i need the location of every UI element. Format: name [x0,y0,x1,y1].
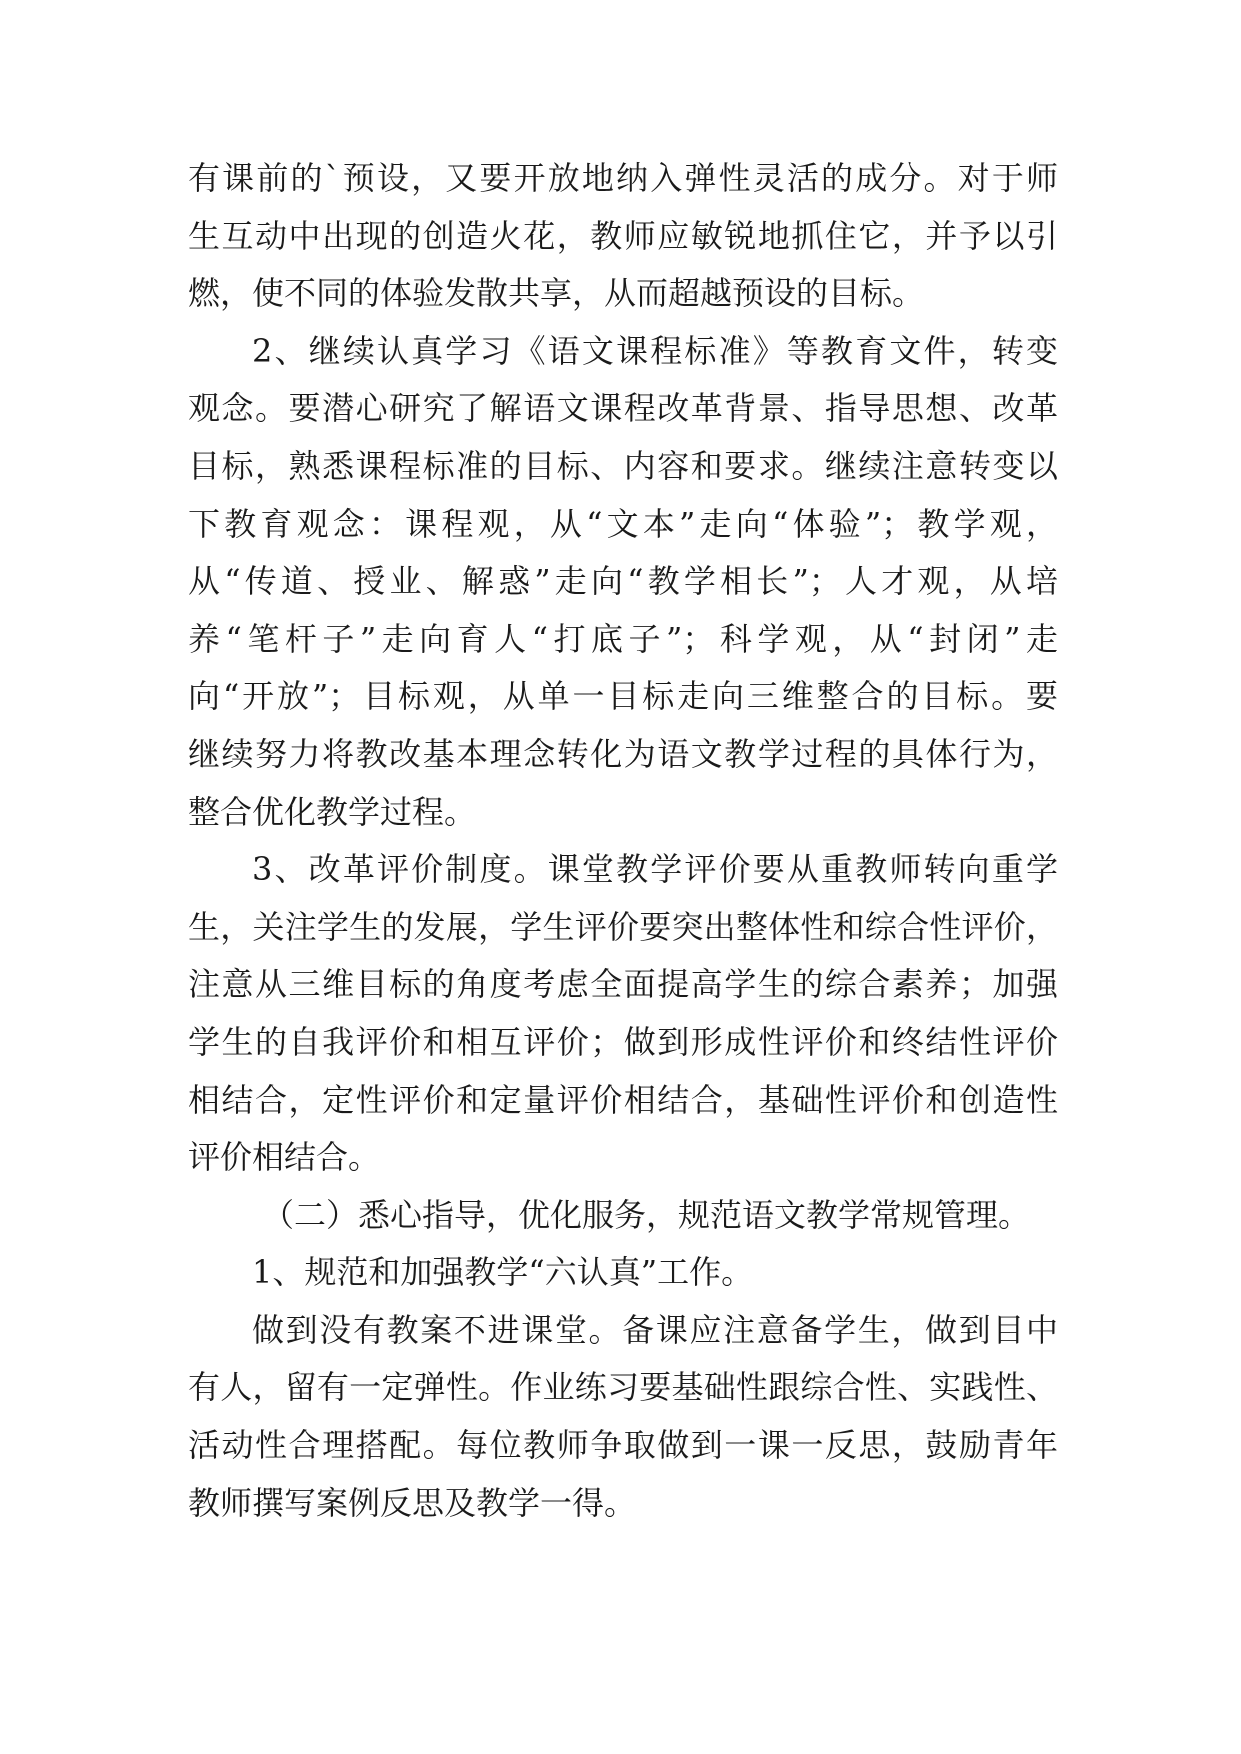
text-line: 注意从三维目标的角度考虑全面提高学生的综合素养；加强 [188,965,1058,1004]
text-line: 从“传道、授业、解惑”走向“教学相长”；人才观，从培 [188,562,1058,601]
text-line: 评价相结合。 [188,1138,381,1177]
text-line: 有课前的`预设，又要开放地纳入弹性灵活的成分。对于师 [188,159,1058,197]
text-line: 燃，使不同的体验发散共享，从而超越预设的目标。 [188,274,925,313]
text-line: 学生的自我评价和相互评价；做到形成性评价和终结性评价 [188,1022,1058,1061]
text-line: 下教育观念：课程观，从“文本”走向“体验”；教学观， [188,504,1058,543]
text-line: 生，关注学生的发展，学生评价要突出整体性和综合性评价， [188,907,1058,946]
text-line: 整合优化教学过程。 [188,792,477,831]
text-line: 相结合，定性评价和定量评价相结合，基础性评价和创造性 [188,1080,1058,1119]
text-line: 目标，熟悉课程标准的目标、内容和要求。继续注意转变以 [188,446,1058,485]
text-line: 养“笔杆子”走向育人“打底子”；科学观，从“封闭”走 [188,619,1058,658]
text-line: 活动性合理搭配。每位教师争取做到一课一反思，鼓励青年 [188,1426,1058,1465]
text-line: 继续努力将教改基本理念转化为语文教学过程的具体行为， [188,734,1058,773]
text-line: 3、改革评价制度。课堂教学评价要从重教师转向重学 [252,850,1058,889]
text-line: 观念。要潜心研究了解语文课程改革背景、指导思想、改革 [188,389,1058,428]
text-line: 向“开放”；目标观，从单一目标走向三维整合的目标。要 [188,677,1058,716]
document-body [188,150,1058,1532]
text-line: 有人，留有一定弹性。作业练习要基础性跟综合性、实践性、 [188,1368,1058,1407]
text-line: 教师撰写案例反思及教学一得。 [188,1483,637,1522]
text-line: 生互动中出现的创造火花，教师应敏锐地抓住它，并予以引 [188,216,1058,255]
section-heading: （二）悉心指导，优化服务，规范语文教学常规管理。 [262,1195,1031,1234]
subsection-heading: 1、规范和加强教学“六认真”工作。 [252,1253,754,1292]
text-line: 2、继续认真学习《语文课程标准》等教育文件，转变 [252,331,1058,370]
text-line: 做到没有教案不进课堂。备课应注意备学生，做到目中 [252,1310,1058,1349]
